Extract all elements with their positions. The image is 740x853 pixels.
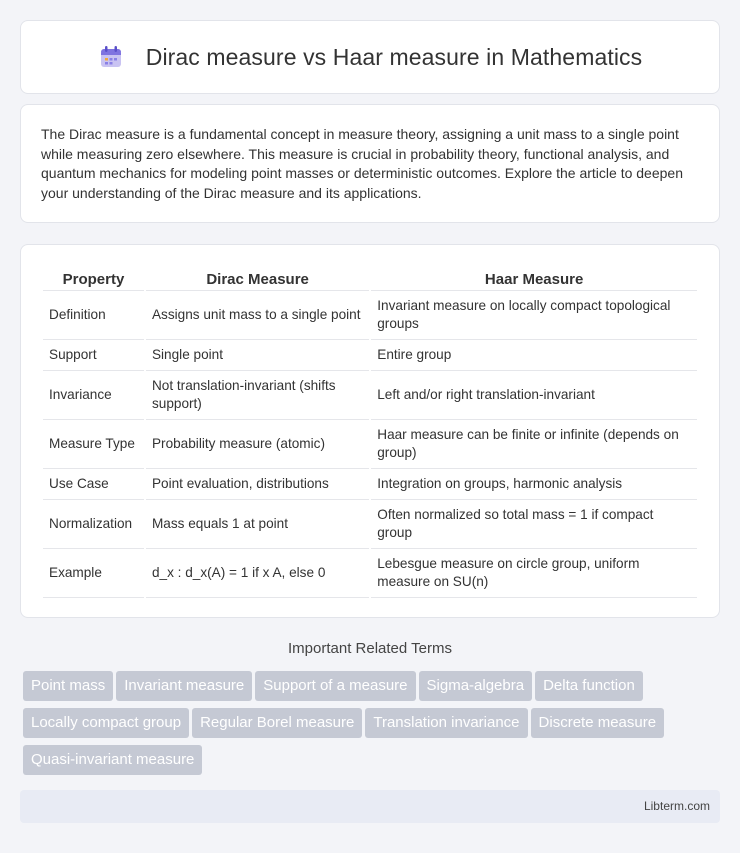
related-term-tag[interactable]: Invariant measure xyxy=(116,671,252,701)
related-term-tag[interactable]: Regular Borel measure xyxy=(192,708,362,738)
table-cell: Definition xyxy=(43,291,144,340)
footer-site-link[interactable]: Libterm.com xyxy=(643,799,710,813)
page-title: Dirac measure vs Haar measure in Mathematics xyxy=(145,43,643,70)
table-cell: Probability measure (atomic) xyxy=(146,420,369,469)
table-row xyxy=(43,500,697,549)
table-row xyxy=(43,549,697,598)
table-row xyxy=(43,291,697,340)
related-term-tag[interactable]: Quasi-invariant measure xyxy=(23,745,202,775)
table-cell: Integration on groups, harmonic analysis xyxy=(371,469,697,500)
table-cell: Assigns unit mass to a single point xyxy=(146,291,369,340)
table-cell: Measure Type xyxy=(43,420,144,469)
comparison-table-card xyxy=(20,244,720,618)
table-row xyxy=(43,340,697,371)
related-term-tag[interactable]: Locally compact group xyxy=(23,708,189,738)
related-term-tag[interactable]: Support of a measure xyxy=(255,671,415,701)
related-terms-list xyxy=(23,671,723,782)
related-term-tag[interactable]: Delta function xyxy=(535,671,643,701)
table-cell: Normalization xyxy=(43,500,144,549)
related-terms-title: Important Related Terms xyxy=(288,640,452,657)
intro-card xyxy=(20,104,720,223)
table-row xyxy=(43,469,697,500)
table-row xyxy=(43,420,697,469)
table-header-dirac: Dirac Measure xyxy=(146,265,369,291)
intro-text: The Dirac measure is a fundamental concept in measure theory, assigning a unit mass to a single point while measuring zero elsewhere. This measure is crucial in probability theory, functional analysis, and quantum mechanics for modeling point masses or deterministic outcomes. Explore the article to deepen your understanding of the Dirac measure and its applications. xyxy=(41,126,683,201)
table-cell: Not translation-invariant (shifts support) xyxy=(146,371,369,420)
calendar-icon xyxy=(98,44,124,70)
table-cell: Mass equals 1 at point xyxy=(146,500,369,549)
table-cell: Use Case xyxy=(43,469,144,500)
table-header-haar: Haar Measure xyxy=(371,265,697,291)
table-cell: Haar measure can be finite or infinite (depends on group) xyxy=(371,420,697,469)
table-cell: Support xyxy=(43,340,144,371)
related-term-tag[interactable]: Discrete measure xyxy=(531,708,665,738)
table-header-property: Property xyxy=(43,265,144,291)
table-cell: d_x : d_x(A) = 1 if x A, else 0 xyxy=(146,549,369,598)
table-cell: Invariance xyxy=(43,371,144,420)
footer xyxy=(20,790,720,823)
table-cell: Often normalized so total mass = 1 if compact group xyxy=(371,500,697,549)
table-cell: Single point xyxy=(146,340,369,371)
header-card xyxy=(20,20,720,94)
table-cell: Point evaluation, distributions xyxy=(146,469,369,500)
table-cell: Invariant measure on locally compact topological groups xyxy=(371,291,697,340)
table-cell: Entire group xyxy=(371,340,697,371)
related-term-tag[interactable]: Translation invariance xyxy=(365,708,527,738)
table-cell: Lebesgue measure on circle group, uniform measure on SU(n) xyxy=(371,549,697,598)
table-cell: Left and/or right translation-invariant xyxy=(371,371,697,420)
related-term-tag[interactable]: Point mass xyxy=(23,671,113,701)
table-row xyxy=(43,371,697,420)
comparison-table xyxy=(41,265,699,598)
table-cell: Example xyxy=(43,549,144,598)
related-term-tag[interactable]: Sigma-algebra xyxy=(419,671,533,701)
